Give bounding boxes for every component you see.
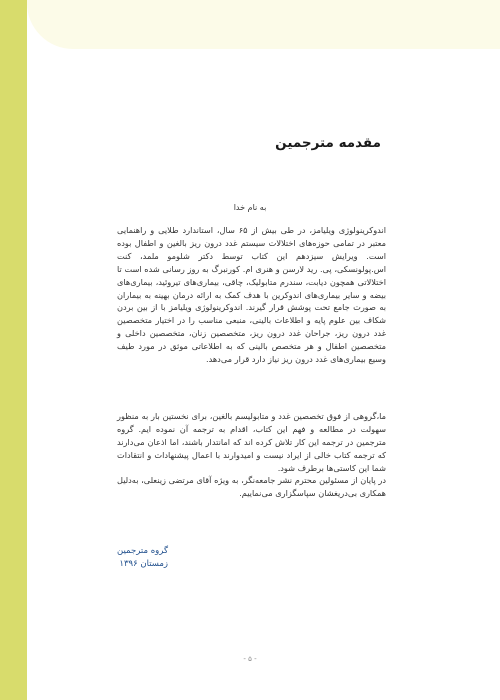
signature-block <box>117 545 168 571</box>
top-header-band <box>27 0 500 49</box>
translators-paragraph: ما،گروهی از فوق تخصصین غدد و متابولیسم بالغین، برای نخستین بار به منظور سهولت در مطالعه و فهم این کتاب، اقدام به ترجمه آن نموده ایم. گروه مترجمین در ترجمه این کار تلاش کرده اند که امانتدار باشند، اما اذعان می‌دارند که ترجمه کتاب خالی از ایراد نیست و امیدوارند با اعمال پیشنهادات و انتقادات شما این کاستی‌ها برطرف شود. <box>117 411 386 473</box>
bismillah-heading: به نام خدا <box>233 203 267 212</box>
page-number: - ۵ - <box>243 655 257 663</box>
page-title: مقدمه مترجمين <box>275 135 381 151</box>
signature-group: گروه مترجمین <box>117 546 169 556</box>
acknowledgment-paragraph: در پایان از مسئولین محترم نشر جامعه‌نگر، به ویژه آقای مرتضی زینعلی، به‌دلیل همکاری بی‌دریغشان سپاسگزاری می‌نماییم. <box>117 475 386 498</box>
signature-date: زمستان ۱۳۹۶ <box>119 559 169 569</box>
intro-paragraph: اندوکرینولوژی ویلیامز، در طی بیش از ۶۵ سال، استاندارد طلایی و راهنمایی معتبر در تمامی حوزه‌های اختلالات سیستم غدد درون ریز بالغین و اطفال بوده است. ویرایش سیزدهم این کتاب توسط دکتر شلومو ملمد، کنت اس.پولونسکی، پی. رید لارسن و هنری ام. کورنبرگ به روز رسانی شده است تا اختلالاتی همچون دیابت، سندرم متابولیک، چاقی، بیماری‌های تیروئید، بیماری‌های بیضه و سایر بیماری‌های اندوکرین با هدف کمک به ارائه درمان بهینه به بیماران به صورت جامع تحت پوشش قرار گیرند. اندوکرینولوژی ویلیامز با از بین بردن شکاف بین علوم پایه و اطلاعات بالینی، منبعی مناسب را در اختیار متخصصین غدد درون ریز، جراحان غدد درون ریز، متخصصین زنان، متخصصین داخلی و متخصصین اطفال و هر متخصص بالینی که به اطلاعاتی موثق در مورد طیف وسیع بیماری‌های غدد درون ریز نیاز دارد قرار می‌دهد. <box>117 225 386 365</box>
left-accent-bar <box>0 0 27 700</box>
